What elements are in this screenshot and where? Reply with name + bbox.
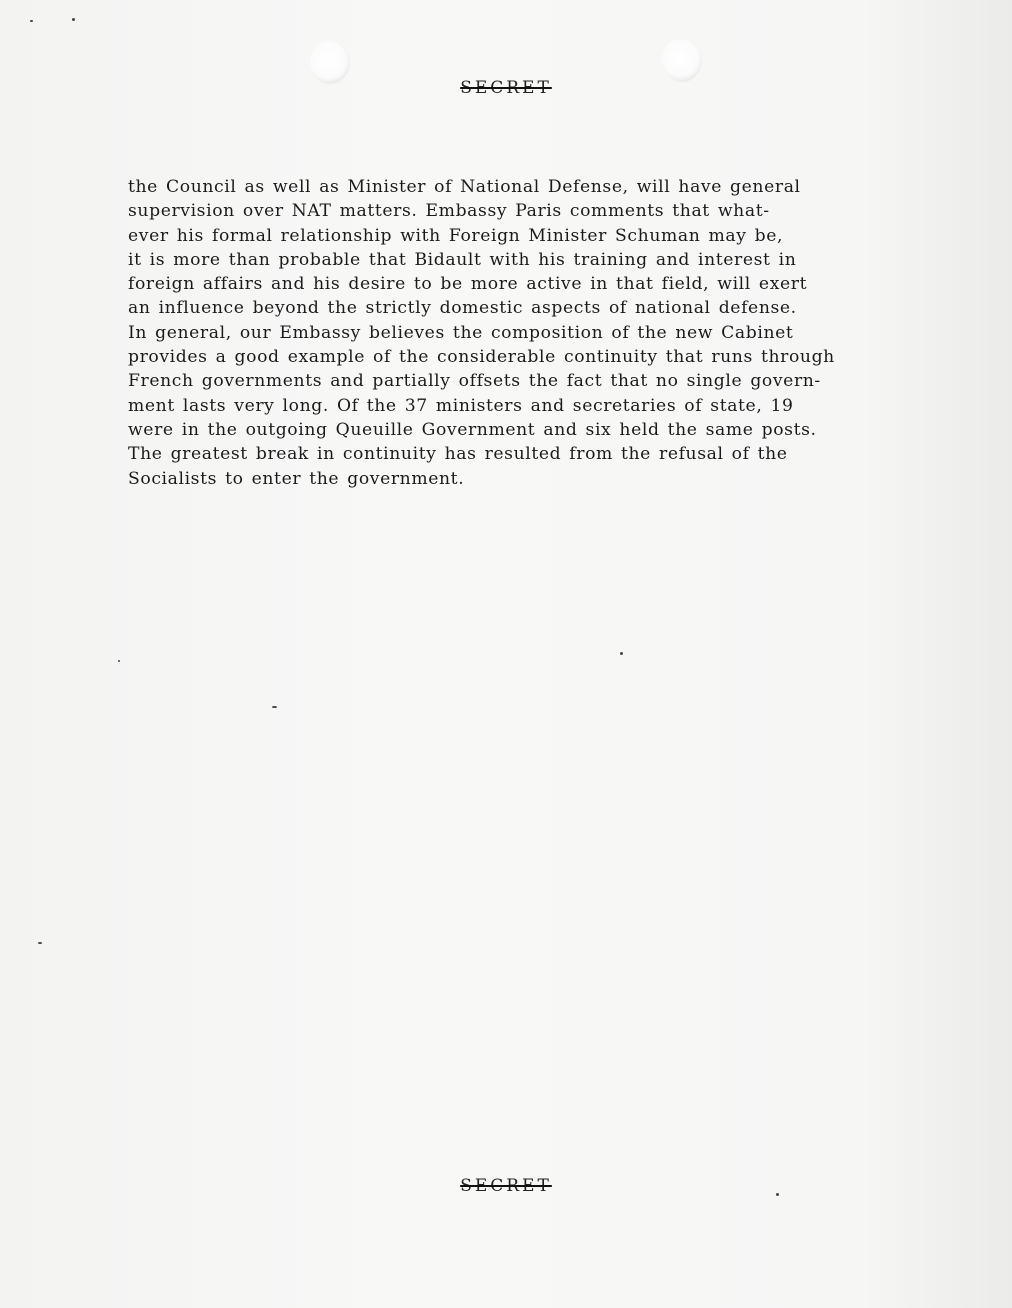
paper-speck (72, 18, 75, 21)
body-line: ever his formal relationship with Foreign Minister Schuman may be, (128, 225, 784, 246)
body-line: In general, our Embassy believes the composition of the new Cabinet (128, 322, 794, 343)
classification-footer (0, 1176, 1012, 1196)
paper-speck (620, 652, 623, 655)
body-line: an influence beyond the strictly domestic aspects of national defense. (128, 298, 797, 319)
paper-speck (118, 660, 120, 662)
classification-header-text: SECRET (460, 78, 552, 98)
classification-footer-text: SECRET (460, 1176, 552, 1196)
body-line: Socialists to enter the government. (128, 468, 465, 489)
paper-speck (272, 706, 277, 708)
body-line: ment lasts very long. Of the 37 ministers and secretaries of state, 19 (128, 395, 794, 416)
body-line: supervision over NAT matters. Embassy Paris comments that what- (128, 201, 770, 222)
paper-speck (30, 20, 33, 22)
paper-speck (38, 942, 42, 944)
body-line: French governments and partially offsets the fact that no single govern- (128, 371, 821, 392)
classification-header (0, 78, 1012, 98)
body-paragraph (128, 175, 918, 491)
body-line: provides a good example of the considerable continuity that runs through (128, 347, 835, 368)
body-line: The greatest break in continuity has resulted from the refusal of the (128, 444, 788, 465)
body-line: the Council as well as Minister of National Defense, will have general (128, 177, 801, 197)
body-line: were in the outgoing Queuille Government and six held the same posts. (128, 419, 817, 440)
punch-hole-right (662, 38, 702, 82)
body-line: it is more than probable that Bidault with his training and interest in (128, 249, 797, 270)
body-line: foreign affairs and his desire to be more active in that field, will exert (128, 274, 808, 295)
